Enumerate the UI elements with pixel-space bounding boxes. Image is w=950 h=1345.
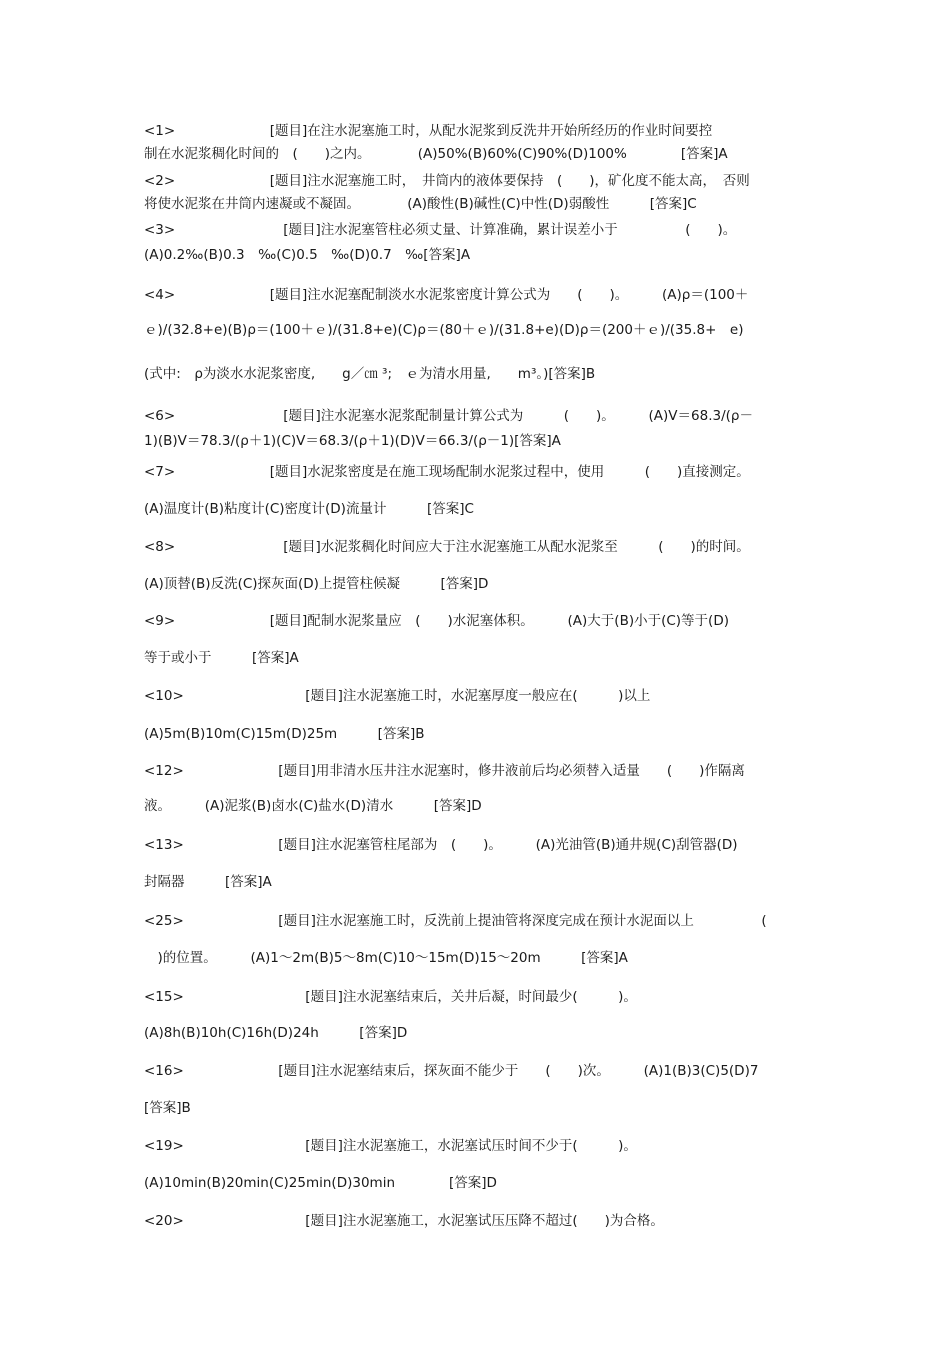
text-line: (A)10min(B)20min(C)25min(D)30min [答案]D — [144, 1175, 497, 1191]
text-line: (A)0.2‰(B)0.3 ‰(C)0.5 ‰(D)0.7 ‰[答案]A — [144, 247, 471, 263]
text-line: (A)温度计(B)粘度计(C)密度计(D)流量计 [答案]C — [144, 501, 474, 517]
text-line: ｅ)/(32.8+e)(B)ρ＝(100＋ｅ)/(31.8+e)(C)ρ＝(80＋ｅ)/(31.8+e)(D)ρ＝(200＋ｅ)/(35.8+ e) — [144, 322, 744, 338]
text-line: <15> [题目]注水泥塞结束后，关井后凝，时间最少( )。 — [144, 989, 637, 1005]
text-line: <6> [题目]注水泥塞水泥浆配制量计算公式为 ( )。 (A)V＝68.3/(ρ－ — [144, 408, 753, 424]
text-line: <1> [题目]在注水泥塞施工时，从配水泥浆到反洗井开始所经历的作业时间要控 — [144, 123, 713, 139]
text-line: )的位置。 (A)1～2m(B)5～8m(C)10～15m(D)15～20m [答案]A — [144, 950, 628, 966]
text-line: <4> [题目]注水泥塞配制淡水水泥浆密度计算公式为 ( )。 (A)ρ＝(100＋ — [144, 287, 749, 303]
text-line: <8> [题目]水泥浆稠化时间应大于注水泥塞施工从配水泥浆至 ( )的时间。 — [144, 539, 750, 555]
text-line: (A)顶替(B)反洗(C)探灰面(D)上提管柱候凝 [答案]D — [144, 576, 489, 592]
text-line: <16> [题目]注水泥塞结束后，探灰面不能少于 ( )次。 (A)1(B)3(C)5(D)7 — [144, 1063, 759, 1079]
text-line: 封隔器 [答案]A — [144, 874, 272, 890]
text-line: <10> [题目]注水泥塞施工时，水泥塞厚度一般应在( )以上 — [144, 688, 651, 704]
text-line: 将使水泥浆在井筒内速凝或不凝固。 (A)酸性(B)碱性(C)中性(D)弱酸性 [答案]C — [144, 196, 697, 212]
text-line: <25> [题目]注水泥塞施工时，反洗前上提油管将深度完成在预计水泥面以上 ( — [144, 913, 767, 929]
text-line: <13> [题目]注水泥塞管柱尾部为 ( )。 (A)光油管(B)通井规(C)刮管器(D) — [144, 837, 738, 853]
text-line: [答案]B — [144, 1100, 191, 1116]
text-line: <20> [题目]注水泥塞施工，水泥塞试压压降不超过( )为合格。 — [144, 1213, 664, 1229]
text-line: 等于或小于 [答案]A — [144, 650, 299, 666]
text-line: 制在水泥浆稠化时间的 ( )之内。 (A)50%(B)60%(C)90%(D)100% [答案]A — [144, 146, 728, 162]
text-line: <7> [题目]水泥浆密度是在施工现场配制水泥浆过程中，使用 ( )直接测定。 — [144, 464, 750, 480]
text-line: <12> [题目]用非清水压井注水泥塞时，修井液前后均必须替入适量 ( )作隔离 — [144, 763, 745, 779]
text-line: <19> [题目]注水泥塞施工，水泥塞试压时间不少于( )。 — [144, 1138, 637, 1154]
text-line: <9> [题目]配制水泥浆量应 ( )水泥塞体积。 (A)大于(B)小于(C)等于(D) — [144, 613, 729, 629]
text-line: 1)(B)V＝78.3/(ρ＋1)(C)V＝68.3/(ρ＋1)(D)V＝66.3/(ρ－1)[答案]A — [144, 433, 561, 449]
text-line: <3> [题目]注水泥塞管柱必须丈量、计算准确，累计误差小于 ( )。 — [144, 222, 737, 238]
text-line: (A)8h(B)10h(C)16h(D)24h [答案]D — [144, 1025, 408, 1041]
text-line: <2> [题目]注水泥塞施工时， 井筒内的液体要保持 ( )，矿化度不能太高， 否则 — [144, 173, 750, 189]
text-line: (式中: ρ为淡水水泥浆密度, g／㎝ ³; ｅ为清水用量, m³。)[答案]B — [144, 366, 596, 382]
text-line: (A)5m(B)10m(C)15m(D)25m [答案]B — [144, 726, 425, 742]
text-line: 液。 (A)泥浆(B)卤水(C)盐水(D)清水 [答案]D — [144, 798, 482, 814]
